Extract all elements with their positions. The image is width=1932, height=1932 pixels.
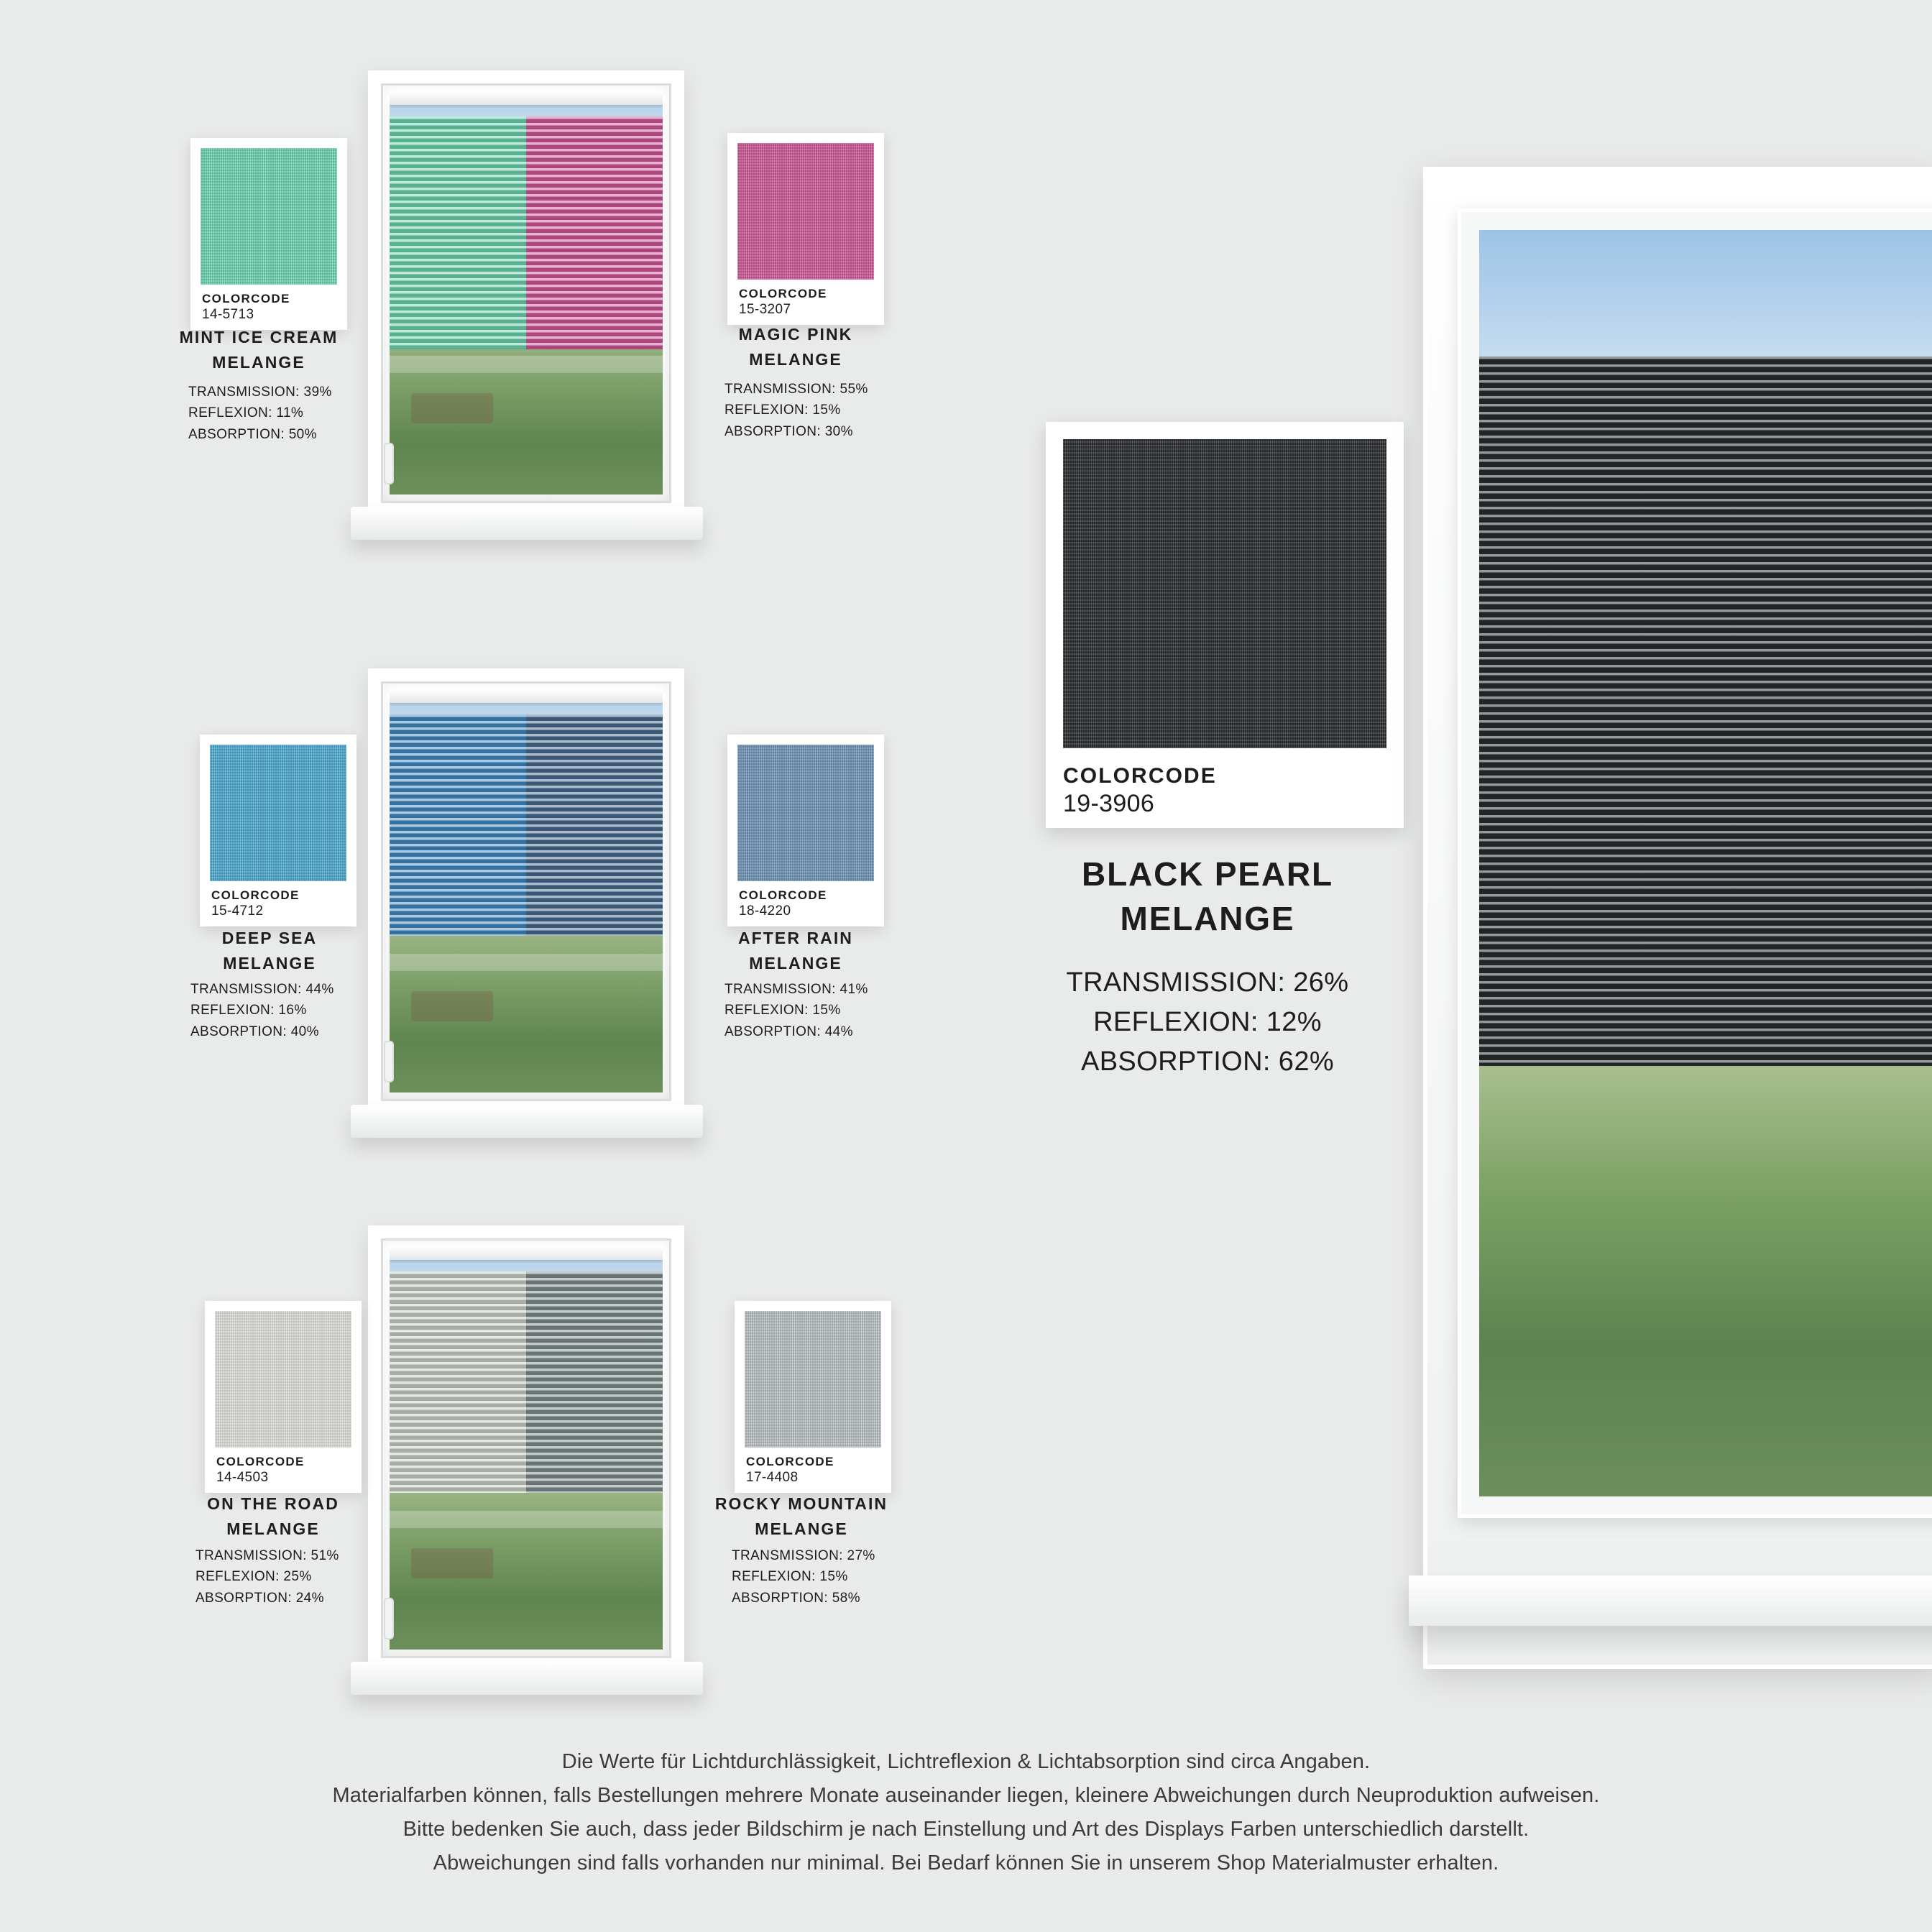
swatch-specs-deep-sea — [190, 979, 420, 1042]
swatch-title-mint-ice-cream — [144, 325, 374, 374]
hero-colorcode-label: COLORCODE — [1063, 764, 1217, 788]
blind-headrail — [390, 690, 663, 703]
spec-transmission: TRANSMISSION: 55% — [724, 382, 868, 397]
swatch-name-line1: ROCKY MOUNTAIN — [714, 1494, 888, 1513]
window-mockup-mint-pink — [368, 70, 684, 516]
colorcode-label: COLORCODE — [211, 888, 300, 902]
colorcode-value: 14-5713 — [202, 307, 254, 322]
spec-absorption: ABSORPTION: 30% — [724, 423, 853, 439]
colorcode-value: 18-4220 — [739, 903, 791, 919]
swatch-title-magic-pink — [688, 322, 903, 372]
blind-headrail — [390, 92, 663, 105]
spec-transmission: TRANSMISSION: 27% — [732, 1548, 875, 1563]
hero-name-line2: MELANGE — [1120, 900, 1295, 938]
spec-reflexion: REFLEXION: 11% — [188, 405, 304, 421]
window-glass — [1479, 230, 1932, 1496]
hero-spec-transmission: TRANSMISSION: 26% — [1066, 967, 1349, 998]
swatch-card-after-rain — [727, 735, 884, 926]
window-handle — [385, 444, 392, 483]
blind-half-left — [390, 714, 526, 936]
pleated-blind — [390, 714, 663, 936]
swatch-title-rocky-mountain — [679, 1491, 924, 1541]
window-frame — [1458, 208, 1932, 1518]
spec-absorption: ABSORPTION: 40% — [190, 1024, 319, 1039]
pleat-texture — [526, 116, 663, 350]
fabric-sample — [215, 1311, 351, 1448]
spec-reflexion: REFLEXION: 15% — [732, 1569, 848, 1585]
blind-half-right — [526, 714, 663, 936]
landscape — [390, 924, 663, 1092]
window-glass — [390, 690, 663, 1092]
fabric-texture — [210, 745, 346, 881]
spec-transmission: TRANSMISSION: 39% — [188, 385, 332, 400]
landscape — [390, 1481, 663, 1650]
fabric-sample — [201, 148, 337, 285]
landscape — [1479, 1066, 1932, 1496]
fabric-sample — [737, 745, 874, 881]
swatch-specs-rocky-mountain — [732, 1545, 962, 1609]
hero-name-line1: BLACK PEARL — [1082, 855, 1333, 893]
fabric-texture — [215, 1311, 351, 1448]
swatch-name-line1: MINT ICE CREAM — [179, 328, 339, 346]
pleated-blind — [390, 1271, 663, 1493]
colorcode-label: COLORCODE — [202, 292, 290, 305]
fabric-sample — [745, 1311, 881, 1448]
colorcode-value: 15-4712 — [211, 903, 264, 919]
footer-disclaimer — [0, 1745, 1932, 1880]
landscape — [390, 326, 663, 494]
hero-colorcode-value: 19-3906 — [1063, 790, 1155, 817]
blind-half-left — [390, 1271, 526, 1493]
blind-half-left — [390, 116, 526, 350]
swatch-name-line2: MELANGE — [223, 953, 316, 972]
spec-transmission: TRANSMISSION: 44% — [190, 982, 334, 997]
colorcode-label: COLORCODE — [739, 888, 827, 902]
blind-half-right — [526, 116, 663, 350]
pleat-texture — [1479, 356, 1932, 1066]
window-glass — [390, 1247, 663, 1650]
spec-absorption: ABSORPTION: 24% — [196, 1590, 324, 1606]
disclaimer-line-1: Die Werte für Lichtdurchlässigkeit, Lichtreflexion & Lichtabsorption sind circa Angaben. — [561, 1750, 1371, 1774]
blind-half-right — [526, 1271, 663, 1493]
swatch-title-on-the-road — [162, 1491, 385, 1541]
window-glass — [390, 92, 663, 494]
colorcode-value: 14-4503 — [216, 1470, 269, 1485]
swatch-card-deep-sea — [200, 735, 356, 926]
swatch-specs-magic-pink — [724, 379, 954, 442]
spec-absorption: ABSORPTION: 50% — [188, 426, 317, 442]
swatch-title-deep-sea — [158, 926, 381, 975]
window-mockup-large-black-pearl — [1423, 167, 1932, 1669]
spec-reflexion: REFLEXION: 15% — [724, 402, 841, 418]
hero-specs — [992, 963, 1423, 1082]
swatch-name-line2: MELANGE — [749, 349, 842, 369]
pleat-texture — [526, 1271, 663, 1493]
swatch-name-line2: MELANGE — [749, 953, 842, 972]
spec-transmission: TRANSMISSION: 41% — [724, 982, 868, 997]
hero-title — [992, 852, 1423, 941]
pleat-texture — [390, 714, 526, 936]
swatch-name-line2: MELANGE — [226, 1519, 320, 1538]
fabric-sample — [1063, 439, 1386, 748]
colorcode-value: 15-3207 — [739, 302, 791, 317]
pleated-blind — [390, 116, 663, 350]
spec-absorption: ABSORPTION: 58% — [732, 1590, 860, 1606]
disclaimer-line-3: Bitte bedenken Sie auch, dass jeder Bildschirm je nach Einstellung und Art des Displays Farben unterschiedlich darstellt. — [402, 1818, 1530, 1841]
fabric-sample — [210, 745, 346, 881]
window-handle — [385, 1042, 392, 1081]
window-sill — [351, 1662, 703, 1695]
blind-headrail — [390, 1247, 663, 1260]
window-mockup-blue — [368, 668, 684, 1114]
disclaimer-line-2: Materialfarben können, falls Bestellungen mehrere Monate auseinander liegen, kleinere Abweichungen durch Neuproduktion aufweisen. — [332, 1784, 1600, 1808]
swatch-name-line1: DEEP SEA — [221, 929, 318, 947]
hero-spec-absorption: ABSORPTION: 62% — [1080, 1046, 1335, 1077]
colorcode-label: COLORCODE — [216, 1455, 305, 1468]
fabric-texture — [737, 143, 874, 280]
colorcode-label: COLORCODE — [746, 1455, 834, 1468]
swatch-name-line2: MELANGE — [212, 352, 305, 372]
fabric-texture — [1063, 439, 1386, 748]
pleat-texture — [390, 1271, 526, 1493]
hero-spec-reflexion: REFLEXION: 12% — [1093, 1007, 1322, 1038]
swatch-card-on-the-road — [205, 1301, 362, 1493]
swatch-card-mint-ice-cream — [190, 138, 347, 330]
spec-reflexion: REFLEXION: 16% — [190, 1003, 307, 1018]
disclaimer-line-4: Abweichungen sind falls vorhanden nur minimal. Bei Bedarf können Sie in unserem Shop Materialmuster erhalten. — [433, 1852, 1499, 1875]
colorcode-label: COLORCODE — [739, 287, 827, 300]
spec-reflexion: REFLEXION: 25% — [196, 1569, 312, 1585]
hero-swatch-card-black-pearl — [1046, 422, 1404, 828]
pleated-blind — [1479, 356, 1932, 1066]
colorcode-value: 17-4408 — [746, 1470, 799, 1485]
spec-absorption: ABSORPTION: 44% — [724, 1024, 853, 1039]
window-sill — [351, 1105, 703, 1138]
swatch-name-line1: MAGIC PINK — [738, 325, 853, 344]
window-sill — [351, 507, 703, 540]
swatch-title-after-rain — [688, 926, 903, 975]
swatch-card-rocky-mountain — [735, 1301, 891, 1493]
spec-transmission: TRANSMISSION: 51% — [196, 1548, 339, 1563]
fabric-texture — [737, 745, 874, 881]
swatch-specs-after-rain — [724, 979, 954, 1042]
swatch-card-magic-pink — [727, 133, 884, 325]
swatch-name-line2: MELANGE — [755, 1519, 848, 1538]
fabric-sample — [737, 143, 874, 280]
fabric-texture — [745, 1311, 881, 1448]
swatch-name-line1: AFTER RAIN — [738, 929, 853, 947]
pleat-texture — [526, 714, 663, 936]
fabric-texture — [201, 148, 337, 285]
swatch-name-line1: ON THE ROAD — [207, 1494, 339, 1513]
spec-reflexion: REFLEXION: 15% — [724, 1003, 841, 1018]
swatch-specs-mint-ice-cream — [188, 382, 418, 445]
pleat-texture — [390, 116, 526, 350]
window-sill — [1409, 1576, 1932, 1626]
swatch-specs-on-the-road — [196, 1545, 426, 1609]
